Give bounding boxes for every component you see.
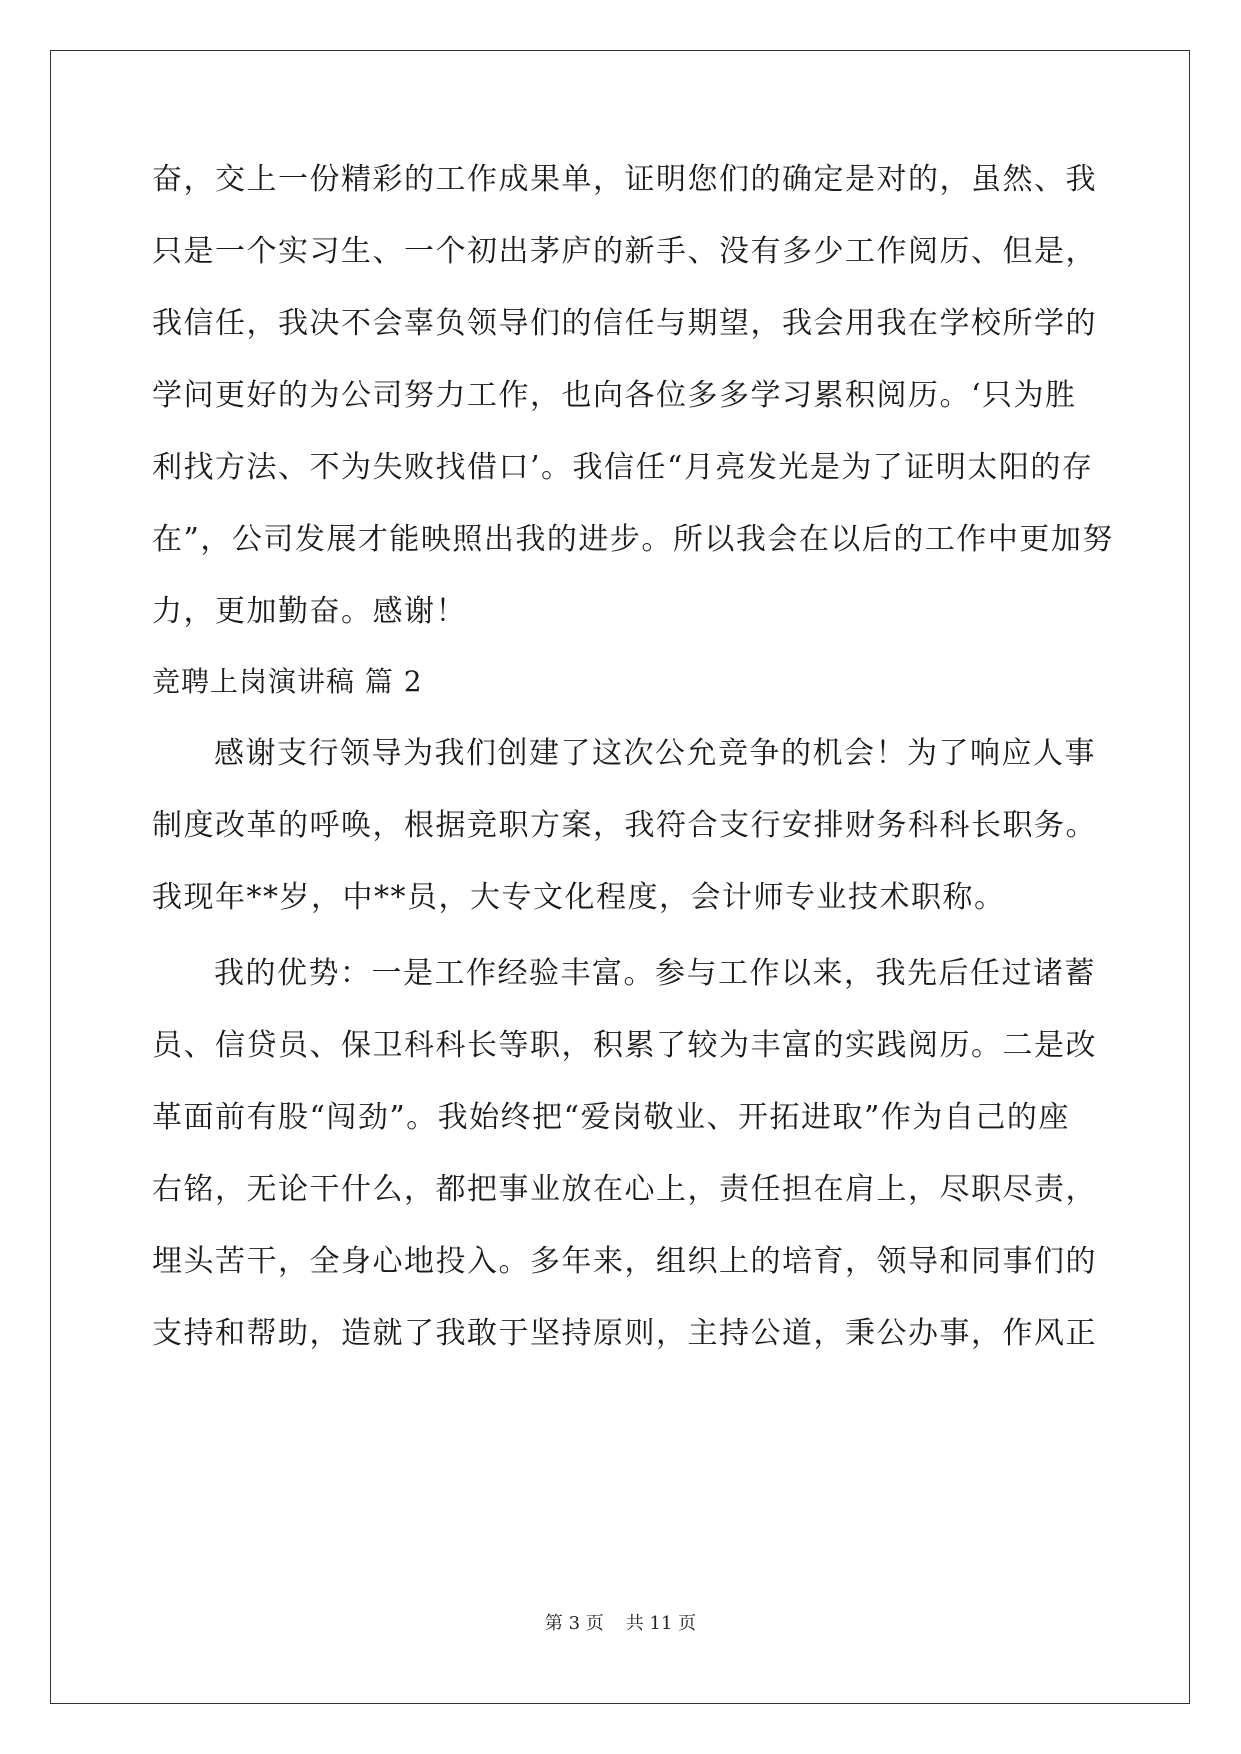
page-border [50, 50, 1190, 1704]
section-heading: 竞聘上岗演讲稿 篇 2 [152, 665, 423, 698]
paragraph-3-line-3: 革面前有股“闯劲”。我始终把“爱岗敬业、开拓进取”作为自己的座 [152, 1100, 1070, 1135]
paragraph-3-line-6: 支持和帮助，造就了我敢于坚持原则，主持公道，秉公办事，作风正 [152, 1316, 1097, 1351]
page-number: 第 3 页 [544, 1613, 604, 1634]
paragraph-1-line-1: 奋，交上一份精彩的工作成果单，证明您们的确定是对的，虽然、我 [152, 162, 1097, 197]
paragraph-1-line-7: 力，更加勤奋。感谢！ [152, 594, 467, 629]
paragraph-2-line-1: 感谢支行领导为我们创建了这次公允竞争的机会！为了响应人事 [214, 736, 1096, 771]
paragraph-1-line-4: 学问更好的为公司努力工作，也向各位多多学习累积阅历。‘只为胜 [152, 378, 1077, 413]
paragraph-1-line-2: 只是一个实习生、一个初出茅庐的新手、没有多少工作阅历、但是， [152, 234, 1097, 269]
page-footer [0, 1612, 1241, 1636]
paragraph-1-line-3: 我信任，我决不会辜负领导们的信任与期望，我会用我在学校所学的 [152, 306, 1097, 341]
paragraph-3-line-5: 埋头苦干，全身心地投入。多年来，组织上的培育，领导和同事们的 [152, 1244, 1097, 1279]
paragraph-3-line-1: 我的优势：一是工作经验丰富。参与工作以来，我先后任过诸蓄 [214, 956, 1096, 991]
paragraph-3-line-2: 员、信贷员、保卫科科长等职，积累了较为丰富的实践阅历。二是改 [152, 1028, 1097, 1063]
paragraph-2-line-2: 制度改革的呼唤，根据竞职方案，我符合支行安排财务科科长职务。 [152, 808, 1097, 843]
paragraph-2-line-3: 我现年**岁，中**员，大专文化程度，会计师专业技术职称。 [152, 880, 1006, 915]
paragraph-1-line-6: 在”，公司发展才能映照出我的进步。所以我会在以后的工作中更加努 [152, 522, 1114, 557]
paragraph-1-line-5: 利找方法、不为失败找借口’。我信任“月亮发光是为了证明太阳的存 [152, 450, 1094, 485]
total-pages: 共 11 页 [625, 1613, 697, 1634]
paragraph-3-line-4: 右铭，无论干什么，都把事业放在心上，责任担在肩上，尽职尽责， [152, 1172, 1097, 1207]
